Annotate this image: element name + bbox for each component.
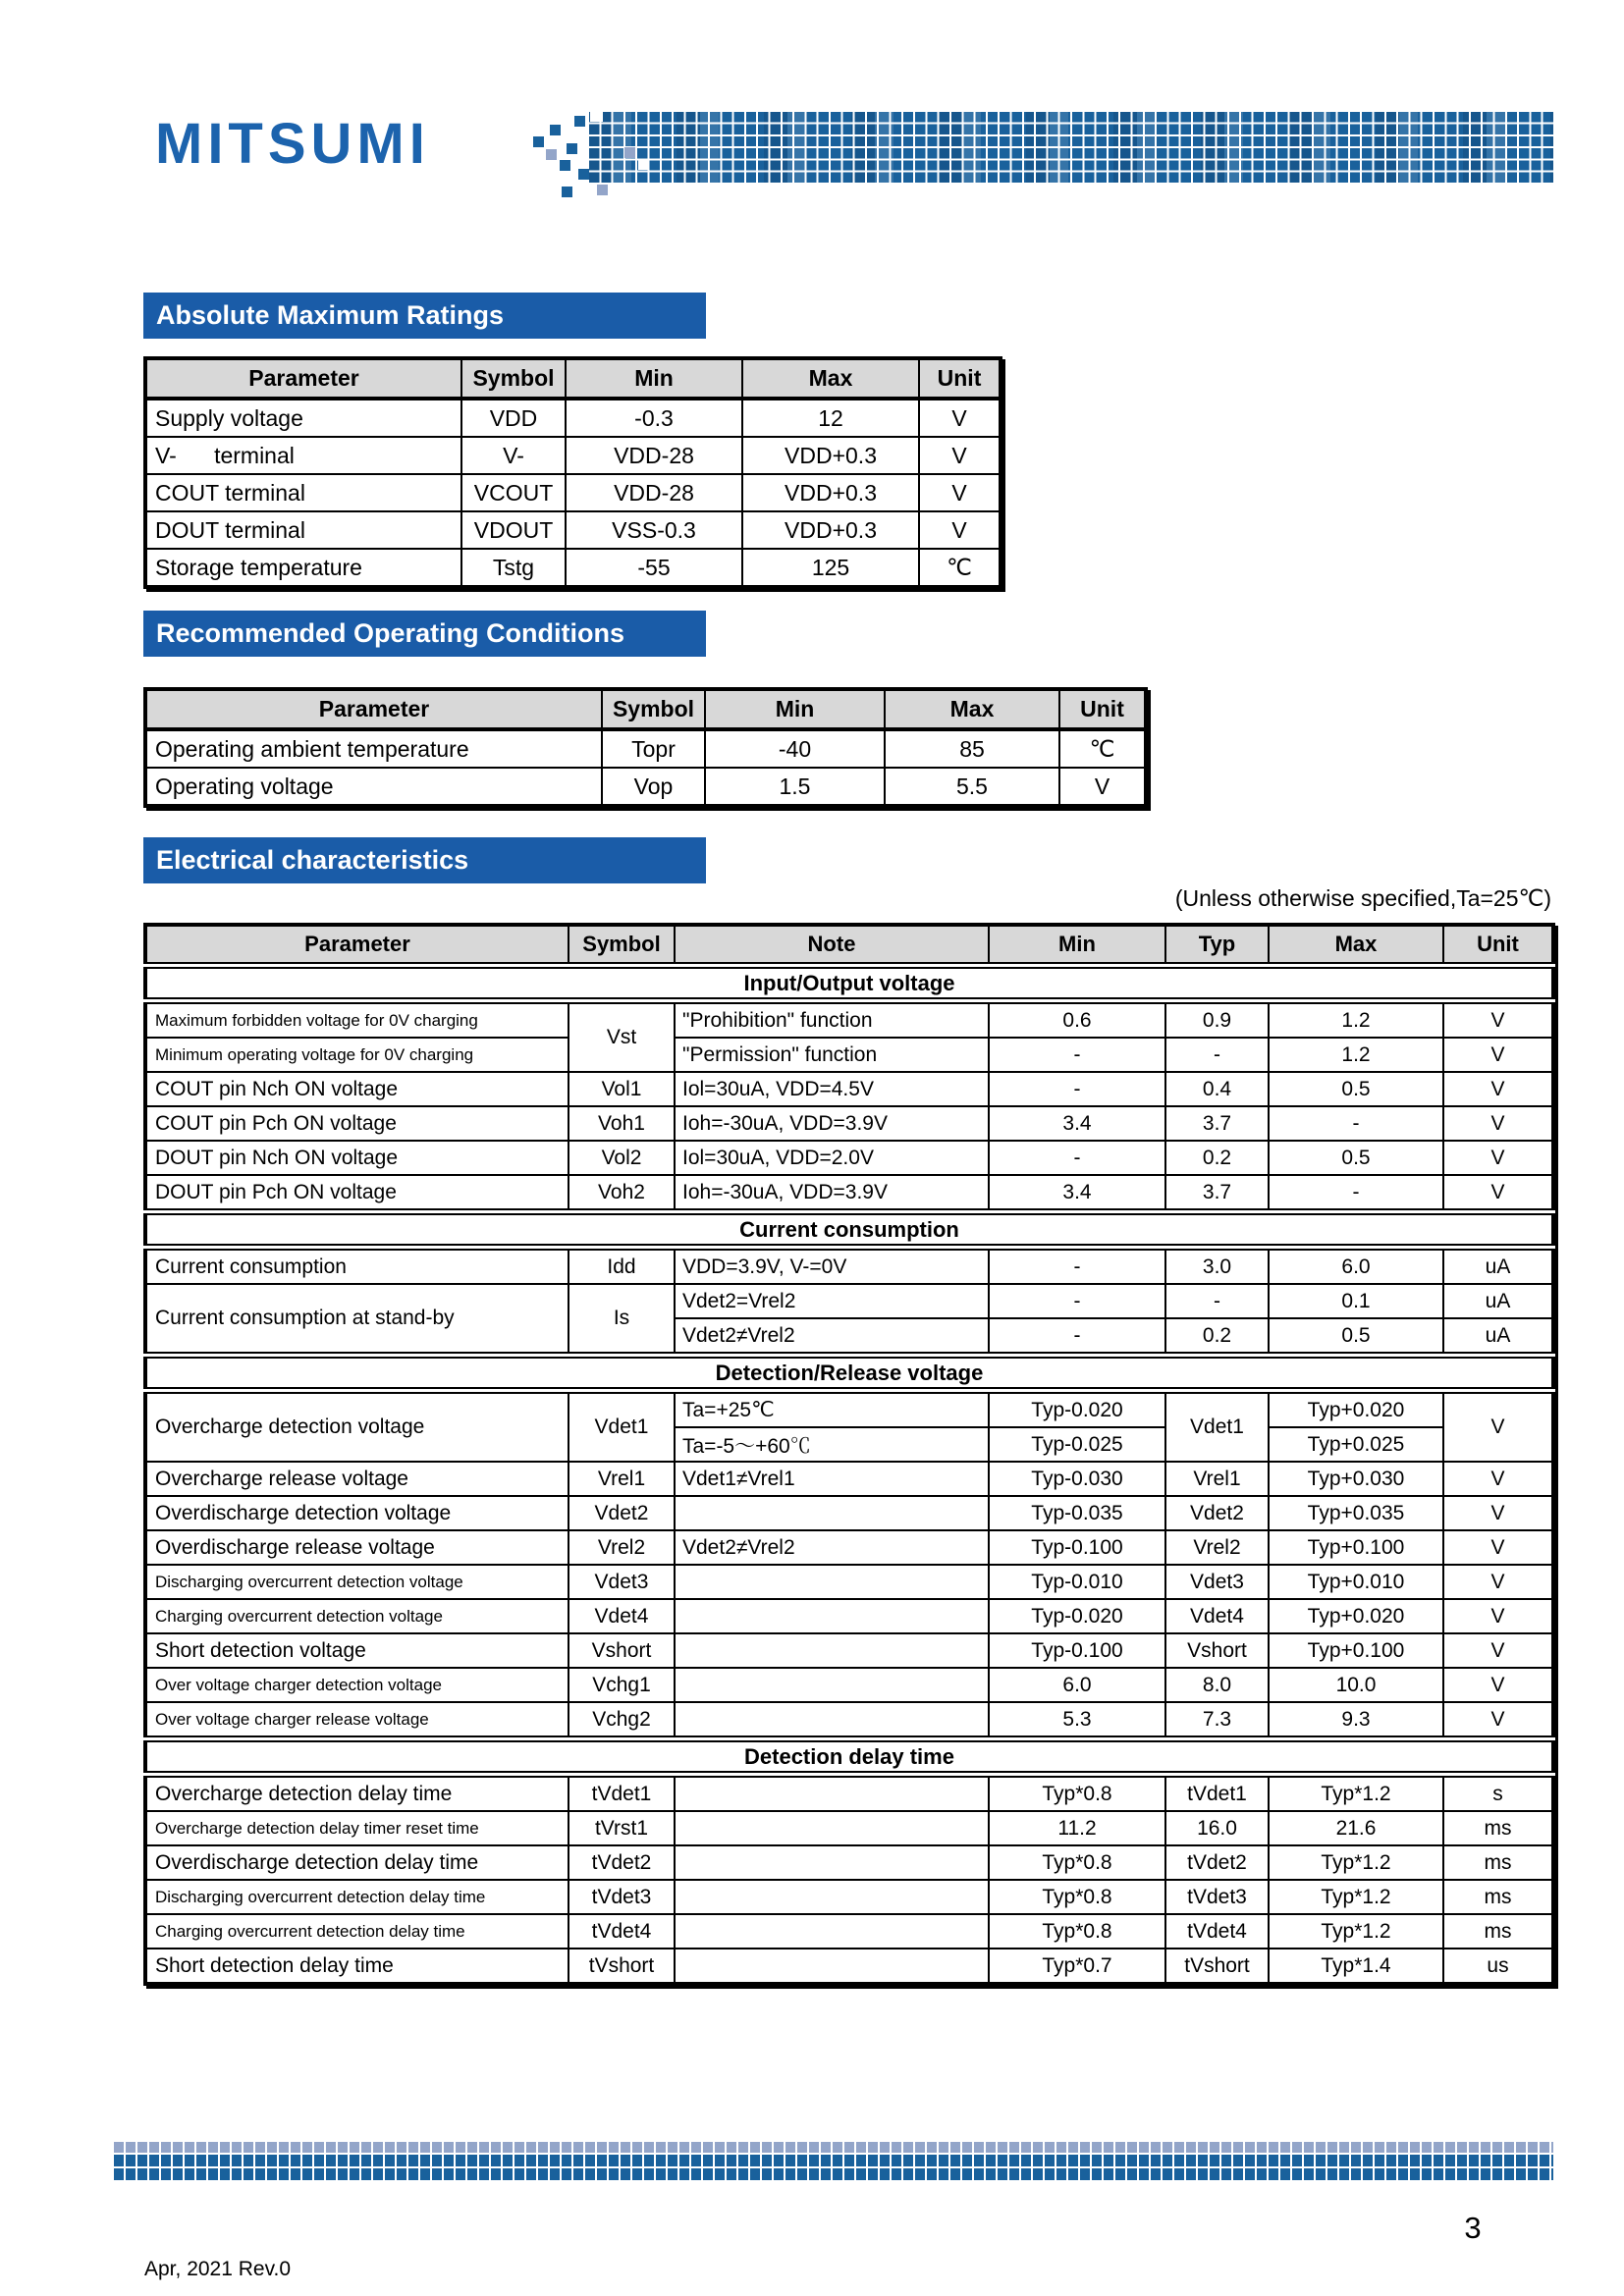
table-row (145, 1284, 1553, 1318)
table-cell (675, 1668, 989, 1702)
table-cell: COUT terminal (145, 474, 461, 511)
table-cell: Operating voltage (145, 768, 602, 806)
table-cell: tVdet2 (1165, 1845, 1269, 1880)
table-cell: Vdet1≠Vrel1 (675, 1462, 989, 1496)
table-cell (675, 1811, 989, 1845)
table-row (145, 437, 1001, 474)
table-cell: Short detection voltage (145, 1633, 568, 1668)
table-cell: Short detection delay time (145, 1949, 568, 1984)
table-cell: Iol=30uA, VDD=4.5V (675, 1072, 989, 1106)
table-cell: 0.4 (1165, 1072, 1269, 1106)
table-cell: uA (1443, 1248, 1553, 1285)
table-cell: Vrel1 (1165, 1462, 1269, 1496)
table-row (145, 1775, 1553, 1812)
table-cell: DOUT pin Nch ON voltage (145, 1141, 568, 1175)
table-cell: Over voltage charger release voltage (145, 1702, 568, 1739)
table-cell: Vshort (1165, 1633, 1269, 1668)
table-cell: Ta=+25℃ (675, 1391, 989, 1428)
table-row (145, 1462, 1553, 1496)
table-cell: Vdet1 (1165, 1391, 1269, 1463)
table-cell: VDD-28 (566, 474, 742, 511)
table-cell: - (989, 1141, 1165, 1175)
table-row (145, 1702, 1553, 1739)
table-cell: Vrel1 (568, 1462, 675, 1496)
table-cell: Tstg (461, 549, 566, 587)
table-cell: Vdet4 (568, 1599, 675, 1633)
table-cell: V (1443, 1106, 1553, 1141)
table-cell: Vdet1 (568, 1391, 675, 1463)
table-cell: Vshort (568, 1633, 675, 1668)
table-cell: Overdischarge detection voltage (145, 1496, 568, 1530)
table-cell: Typ+0.035 (1269, 1496, 1443, 1530)
table-cell: Charging overcurrent detection delay time (145, 1914, 568, 1949)
table-cell: Vdet4 (1165, 1599, 1269, 1633)
absolute-maximum-ratings-table-container (143, 356, 999, 589)
table-cell: V (1059, 768, 1146, 806)
table-cell: Ioh=-30uA, VDD=3.9V (675, 1175, 989, 1212)
column-header: Symbol (461, 358, 566, 399)
table-cell: 3.7 (1165, 1106, 1269, 1141)
table-cell (675, 1845, 989, 1880)
table-cell: 85 (885, 729, 1059, 768)
table-cell: Vdet2≠Vrel2 (675, 1318, 989, 1356)
table-cell: Is (568, 1284, 675, 1356)
table-cell: tVdet2 (568, 1845, 675, 1880)
table-cell: 0.5 (1269, 1072, 1443, 1106)
section-band: Current consumption (145, 1212, 1553, 1248)
section-band: Detection delay time (145, 1739, 1553, 1775)
mosaic-pixel (624, 147, 635, 158)
mitsumi-logo: MITSUMI (155, 112, 430, 176)
table-row (145, 1811, 1553, 1845)
table-cell: Typ*1.2 (1269, 1914, 1443, 1949)
table-row (145, 768, 1146, 806)
column-header: Parameter (145, 689, 602, 729)
table-cell: -55 (566, 549, 742, 587)
table-cell: -0.3 (566, 399, 742, 437)
table-cell: - (1269, 1106, 1443, 1141)
column-header: Min (566, 358, 742, 399)
page-number: 3 (1464, 2211, 1482, 2245)
section-band: Input/Output voltage (145, 966, 1553, 1001)
table-cell (675, 1496, 989, 1530)
mosaic-pixel (562, 187, 572, 197)
table-cell (675, 1702, 989, 1739)
column-header: Max (885, 689, 1059, 729)
column-header: Unit (919, 358, 1001, 399)
table-row (145, 1845, 1553, 1880)
table-cell: 3.4 (989, 1106, 1165, 1141)
table-cell: V (1443, 1565, 1553, 1599)
table-cell: Current consumption (145, 1248, 568, 1285)
table-cell: Vdet2 (568, 1496, 675, 1530)
revision-date: Apr, 2021 Rev.0 (144, 2258, 292, 2280)
table-cell: -40 (705, 729, 885, 768)
table-cell: Overcharge detection voltage (145, 1391, 568, 1463)
column-header: Max (1269, 925, 1443, 966)
table-cell: V (919, 474, 1001, 511)
table-cell: 1.2 (1269, 1001, 1443, 1039)
table-cell: V (919, 511, 1001, 549)
table-cell (675, 1914, 989, 1949)
table-cell: Typ-0.035 (989, 1496, 1165, 1530)
table-row (145, 1949, 1553, 1984)
table-cell: 21.6 (1269, 1811, 1443, 1845)
header-row (145, 689, 1146, 729)
table-cell: 0.5 (1269, 1141, 1443, 1175)
table-cell: Typ*1.2 (1269, 1775, 1443, 1812)
table-cell: 3.4 (989, 1175, 1165, 1212)
table-cell: Typ+0.100 (1269, 1633, 1443, 1668)
mosaic-pixel (638, 159, 649, 170)
table-cell: 6.0 (1269, 1248, 1443, 1285)
table-cell: Typ+0.020 (1269, 1599, 1443, 1633)
table-cell: tVshort (568, 1949, 675, 1984)
table-cell: Typ-0.030 (989, 1462, 1165, 1496)
table-cell: 16.0 (1165, 1811, 1269, 1845)
table-cell: ℃ (1059, 729, 1146, 768)
table-cell: Typ+0.030 (1269, 1462, 1443, 1496)
table-cell: 9.3 (1269, 1702, 1443, 1739)
table-cell: tVdet3 (568, 1880, 675, 1914)
column-header: Unit (1443, 925, 1553, 966)
table-cell: V (1443, 1668, 1553, 1702)
table-cell: Voh1 (568, 1106, 675, 1141)
table-cell: 10.0 (1269, 1668, 1443, 1702)
mosaic-pixel (546, 149, 557, 160)
header-row (145, 358, 1001, 399)
table-cell: Typ*0.8 (989, 1914, 1165, 1949)
section-band-row (145, 1739, 1553, 1775)
electrical-characteristics-table-container (143, 923, 1551, 1986)
table-cell: - (989, 1038, 1165, 1072)
column-header: Note (675, 925, 989, 966)
table-cell: Topr (602, 729, 705, 768)
table-cell: Typ*1.4 (1269, 1949, 1443, 1984)
table-cell: Charging overcurrent detection voltage (145, 1599, 568, 1633)
column-header: Unit (1059, 689, 1146, 729)
table-cell: 5.3 (989, 1702, 1165, 1739)
table-cell: Typ+0.010 (1269, 1565, 1443, 1599)
table-cell: Overdischarge release voltage (145, 1530, 568, 1565)
section-title-absolute-maximum-ratings: Absolute Maximum Ratings (143, 293, 706, 339)
table-row (145, 1248, 1553, 1285)
table-row (145, 1565, 1553, 1599)
table-cell: Vrel2 (568, 1530, 675, 1565)
table-cell: Typ+0.100 (1269, 1530, 1443, 1565)
table-cell: V- terminal (145, 437, 461, 474)
table-cell: tVdet4 (1165, 1914, 1269, 1949)
table-cell: Typ-0.020 (989, 1599, 1165, 1633)
table-row (145, 1880, 1553, 1914)
table-cell: Typ*1.2 (1269, 1880, 1443, 1914)
table-cell: V (919, 437, 1001, 474)
table-cell: V (1443, 1391, 1553, 1463)
absolute-maximum-ratings-table (143, 356, 1002, 589)
table-cell: 0.9 (1165, 1001, 1269, 1039)
table-cell: - (989, 1248, 1165, 1285)
table-cell: VCOUT (461, 474, 566, 511)
table-cell: V (1443, 1141, 1553, 1175)
table-cell: Overcharge detection delay time (145, 1775, 568, 1812)
table-cell: "Permission" function (675, 1038, 989, 1072)
measurement-condition-note: (Unless otherwise specified,Ta=25℃) (1174, 885, 1551, 911)
mosaic-pixel (578, 169, 589, 180)
table-cell: Current consumption at stand-by (145, 1284, 568, 1356)
electrical-characteristics-table (143, 923, 1555, 1986)
table-cell: Overcharge detection delay timer reset time (145, 1811, 568, 1845)
table-cell: 1.2 (1269, 1038, 1443, 1072)
table-cell: 0.1 (1269, 1284, 1443, 1318)
table-row (145, 1141, 1553, 1175)
table-cell: 6.0 (989, 1668, 1165, 1702)
table-row (145, 1001, 1553, 1039)
mosaic-pixel (560, 160, 570, 171)
table-cell: Discharging overcurrent detection voltage (145, 1565, 568, 1599)
table-cell: tVdet4 (568, 1914, 675, 1949)
table-cell: Vop (602, 768, 705, 806)
table-cell: - (1269, 1175, 1443, 1212)
mosaic-pixel (533, 136, 544, 147)
table-cell: tVshort (1165, 1949, 1269, 1984)
column-header: Symbol (602, 689, 705, 729)
mosaic-pixel (590, 110, 603, 122)
table-cell: Vdet2 (1165, 1496, 1269, 1530)
header-banner-mosaic (589, 110, 1553, 183)
table-cell: V (1443, 1038, 1553, 1072)
table-cell: Overcharge release voltage (145, 1462, 568, 1496)
table-cell: Vchg1 (568, 1668, 675, 1702)
table-cell: 0.6 (989, 1001, 1165, 1039)
table-cell: DOUT pin Pch ON voltage (145, 1175, 568, 1212)
recommended-operating-conditions-table-container (143, 687, 1144, 808)
table-cell: V (1443, 1462, 1553, 1496)
table-cell: 0.2 (1165, 1318, 1269, 1356)
table-row (145, 1038, 1553, 1072)
table-cell: Typ-0.010 (989, 1565, 1165, 1599)
mosaic-pixel (574, 116, 585, 127)
footer-banner-mosaic (114, 2142, 1553, 2180)
column-header: Min (705, 689, 885, 729)
table-cell (675, 1775, 989, 1812)
table-cell: Typ-0.020 (989, 1391, 1165, 1428)
table-cell: Typ-0.100 (989, 1530, 1165, 1565)
table-cell: Typ*0.8 (989, 1775, 1165, 1812)
table-row (145, 1530, 1553, 1565)
table-cell: V (1443, 1072, 1553, 1106)
table-cell: V (1443, 1530, 1553, 1565)
section-band-row (145, 1356, 1553, 1391)
table-cell: V (1443, 1599, 1553, 1633)
table-cell: Vdet2≠Vrel2 (675, 1530, 989, 1565)
mosaic-pixel (567, 143, 577, 154)
table-cell: ms (1443, 1811, 1553, 1845)
table-cell: 0.5 (1269, 1318, 1443, 1356)
table-cell: Over voltage charger detection voltage (145, 1668, 568, 1702)
table-cell: ms (1443, 1845, 1553, 1880)
table-cell: - (989, 1318, 1165, 1356)
table-row (145, 1599, 1553, 1633)
table-row (145, 1391, 1553, 1428)
table-cell: Vst (568, 1001, 675, 1073)
table-cell: Vol1 (568, 1072, 675, 1106)
table-cell: 3.7 (1165, 1175, 1269, 1212)
table-cell: Typ-0.100 (989, 1633, 1165, 1668)
table-cell: ℃ (919, 549, 1001, 587)
table-cell: Typ*0.8 (989, 1845, 1165, 1880)
table-cell: VDD-28 (566, 437, 742, 474)
table-cell: Vdet3 (568, 1565, 675, 1599)
table-cell: ms (1443, 1914, 1553, 1949)
table-cell: Overdischarge detection delay time (145, 1845, 568, 1880)
table-cell: Iol=30uA, VDD=2.0V (675, 1141, 989, 1175)
table-cell: Typ+0.025 (1269, 1427, 1443, 1462)
table-row (145, 399, 1001, 437)
table-cell: - (989, 1072, 1165, 1106)
table-cell: V- (461, 437, 566, 474)
table-cell: - (1165, 1284, 1269, 1318)
table-cell (675, 1565, 989, 1599)
table-cell (675, 1599, 989, 1633)
table-cell: - (989, 1284, 1165, 1318)
table-cell: V (1443, 1496, 1553, 1530)
column-header: Parameter (145, 358, 461, 399)
table-cell: uA (1443, 1318, 1553, 1356)
table-cell: Vdet2=Vrel2 (675, 1284, 989, 1318)
table-row (145, 1633, 1553, 1668)
table-cell: COUT pin Pch ON voltage (145, 1106, 568, 1141)
table-cell: VDD+0.3 (742, 437, 919, 474)
table-cell: 11.2 (989, 1811, 1165, 1845)
mosaic-pixel (597, 185, 608, 195)
section-band-row (145, 966, 1553, 1001)
table-cell: DOUT terminal (145, 511, 461, 549)
table-cell: V (1443, 1001, 1553, 1039)
table-cell: tVdet3 (1165, 1880, 1269, 1914)
table-cell: Typ-0.025 (989, 1427, 1165, 1462)
table-cell: 7.3 (1165, 1702, 1269, 1739)
table-cell: s (1443, 1775, 1553, 1812)
table-cell: Voh2 (568, 1175, 675, 1212)
table-cell: COUT pin Nch ON voltage (145, 1072, 568, 1106)
table-cell: Supply voltage (145, 399, 461, 437)
table-row (145, 1106, 1553, 1141)
table-cell: Typ*1.2 (1269, 1845, 1443, 1880)
column-header: Max (742, 358, 919, 399)
table-row (145, 1072, 1553, 1106)
table-cell: ms (1443, 1880, 1553, 1914)
table-cell: VDD+0.3 (742, 511, 919, 549)
table-cell: "Prohibition" function (675, 1001, 989, 1039)
table-cell: V (1443, 1702, 1553, 1739)
table-cell: Vol2 (568, 1141, 675, 1175)
table-cell: - (1165, 1038, 1269, 1072)
table-cell: Discharging overcurrent detection delay time (145, 1880, 568, 1914)
table-cell: 125 (742, 549, 919, 587)
table-row (145, 474, 1001, 511)
column-header: Symbol (568, 925, 675, 966)
table-cell: V (1443, 1633, 1553, 1668)
section-band: Detection/Release voltage (145, 1356, 1553, 1391)
table-row (145, 1496, 1553, 1530)
table-cell: Vchg2 (568, 1702, 675, 1739)
table-cell: Vrel2 (1165, 1530, 1269, 1565)
table-row (145, 511, 1001, 549)
column-header: Min (989, 925, 1165, 966)
table-cell: Minimum operating voltage for 0V charging (145, 1038, 568, 1072)
table-cell: Operating ambient temperature (145, 729, 602, 768)
column-header: Typ (1165, 925, 1269, 966)
mosaic-pixel (550, 125, 561, 135)
table-cell: tVrst1 (568, 1811, 675, 1845)
table-cell (675, 1633, 989, 1668)
table-cell: VSS-0.3 (566, 511, 742, 549)
table-cell: tVdet1 (1165, 1775, 1269, 1812)
table-cell: Storage temperature (145, 549, 461, 587)
table-cell: VDOUT (461, 511, 566, 549)
section-title-recommended-operating-conditions: Recommended Operating Conditions (143, 611, 706, 657)
table-cell: uA (1443, 1284, 1553, 1318)
table-cell: 5.5 (885, 768, 1059, 806)
table-cell: Typ+0.020 (1269, 1391, 1443, 1428)
table-cell: tVdet1 (568, 1775, 675, 1812)
table-cell (675, 1880, 989, 1914)
table-cell: VDD (461, 399, 566, 437)
table-cell: 8.0 (1165, 1668, 1269, 1702)
table-cell (675, 1949, 989, 1984)
table-row (145, 1914, 1553, 1949)
table-cell: 3.0 (1165, 1248, 1269, 1285)
table-row (145, 1668, 1553, 1702)
table-cell: Typ*0.8 (989, 1880, 1165, 1914)
table-cell: Idd (568, 1248, 675, 1285)
section-title-electrical-characteristics: Electrical characteristics (143, 837, 706, 883)
section-band-row (145, 1212, 1553, 1248)
recommended-operating-conditions-table (143, 687, 1148, 808)
table-cell: Typ*0.7 (989, 1949, 1165, 1984)
table-cell: V (919, 399, 1001, 437)
table-row (145, 549, 1001, 587)
header-row (145, 925, 1553, 966)
table-cell: VDD+0.3 (742, 474, 919, 511)
table-cell: 12 (742, 399, 919, 437)
table-cell: Ta=-5～+60℃ (675, 1427, 989, 1462)
table-cell: V (1443, 1175, 1553, 1212)
table-row (145, 729, 1146, 768)
column-header: Parameter (145, 925, 568, 966)
table-cell: us (1443, 1949, 1553, 1984)
table-cell: Vdet3 (1165, 1565, 1269, 1599)
table-cell: Maximum forbidden voltage for 0V charging (145, 1001, 568, 1039)
table-row (145, 1175, 1553, 1212)
table-cell: VDD=3.9V, V-=0V (675, 1248, 989, 1285)
table-cell: 1.5 (705, 768, 885, 806)
table-cell: Ioh=-30uA, VDD=3.9V (675, 1106, 989, 1141)
table-cell: 0.2 (1165, 1141, 1269, 1175)
